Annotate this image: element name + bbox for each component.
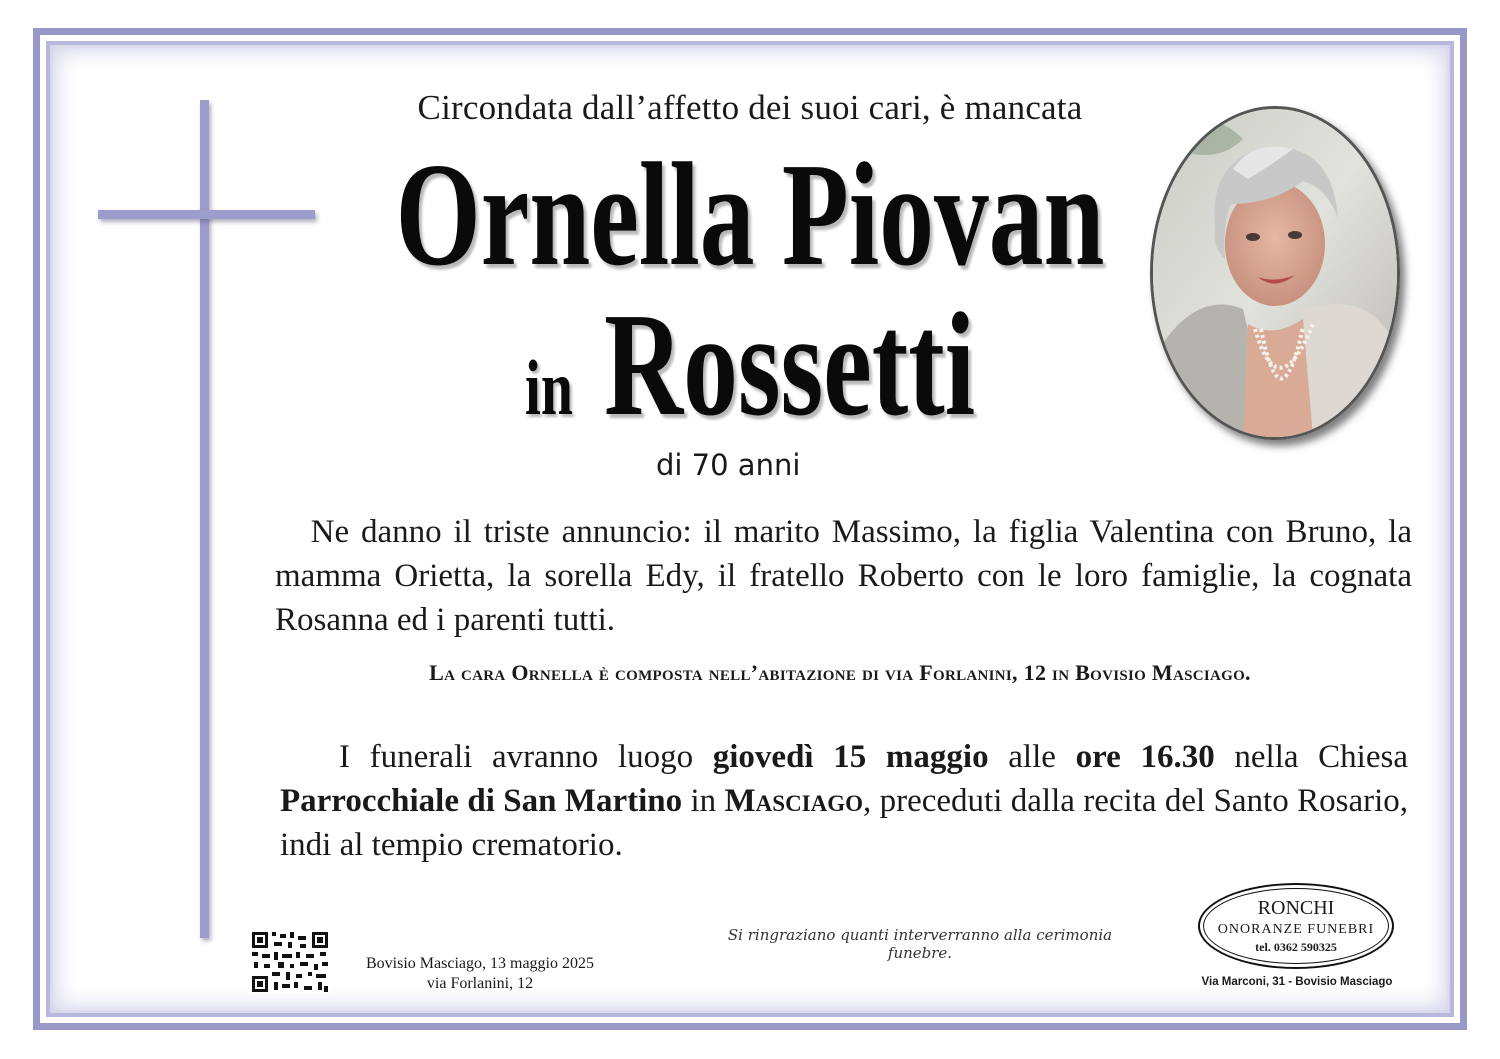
cross-icon-bar (98, 210, 315, 219)
announcement-paragraph (275, 510, 1412, 642)
funeral-day: giovedì 15 maggio (712, 739, 989, 775)
funeral-town: Masciago (724, 783, 864, 819)
cross-icon (200, 100, 209, 938)
funeral-paragraph (280, 735, 1408, 867)
deceased-married-name (380, 285, 1120, 445)
funeral-home-logo (1198, 883, 1394, 969)
funeral-time: ore 16.30 (1075, 739, 1215, 775)
logo-phone: tel. 0362 590325 (1255, 940, 1337, 954)
intro-text: Circondata dall’affetto dei suoi cari, è mancata (417, 88, 1083, 127)
agency-address: Via Marconi, 31 - Bovisio Masciago (1201, 976, 1393, 988)
name-connector: in (524, 344, 573, 431)
place-date (340, 954, 620, 994)
funeral-text-2: alle (988, 739, 1076, 775)
portrait-photo (1150, 106, 1400, 440)
viewing-notice: La cara Ornella è composta nell’abitazione di via Forlanini, 12 in Bovisio Masciago. (429, 660, 1251, 685)
place-date-line: Bovisio Masciago, 13 maggio 2025 (366, 955, 594, 972)
funeral-church: Parrocchiale di San Martino (280, 783, 683, 819)
thanks-text: Si ringraziano quanti interverranno alla cerimonia funebre. (727, 926, 1113, 962)
logo-subtitle: ONORANZE FUNEBRI (1217, 922, 1375, 937)
announcement-text: Ne danno il triste annuncio: il marito Massimo, la figlia Valentina con Bruno, la mamma Orietta, la sorella Edy, il fratello Roberto con le loro famiglie, la cognata Rosanna ed i parenti tutti. (275, 514, 1412, 638)
married-surname: Rossetti (604, 283, 976, 447)
street-line: via Forlanini, 12 (426, 975, 534, 992)
deceased-name: Ornella Piovan (395, 133, 1105, 297)
funeral-text-3: nella Chiesa (1214, 739, 1408, 775)
funeral-text-5: , preceduti dalla recita del Santo Rosario, indi al tempio crematorio. (280, 783, 1408, 863)
funeral-text-1: I funerali avranno luogo (339, 739, 713, 775)
qr-code-icon[interactable] (250, 930, 330, 994)
age-text: di 70 anni (656, 448, 801, 482)
portrait-image (1153, 109, 1397, 437)
logo-name: RONCHI (1257, 897, 1335, 919)
funeral-text-4: in (682, 783, 725, 819)
